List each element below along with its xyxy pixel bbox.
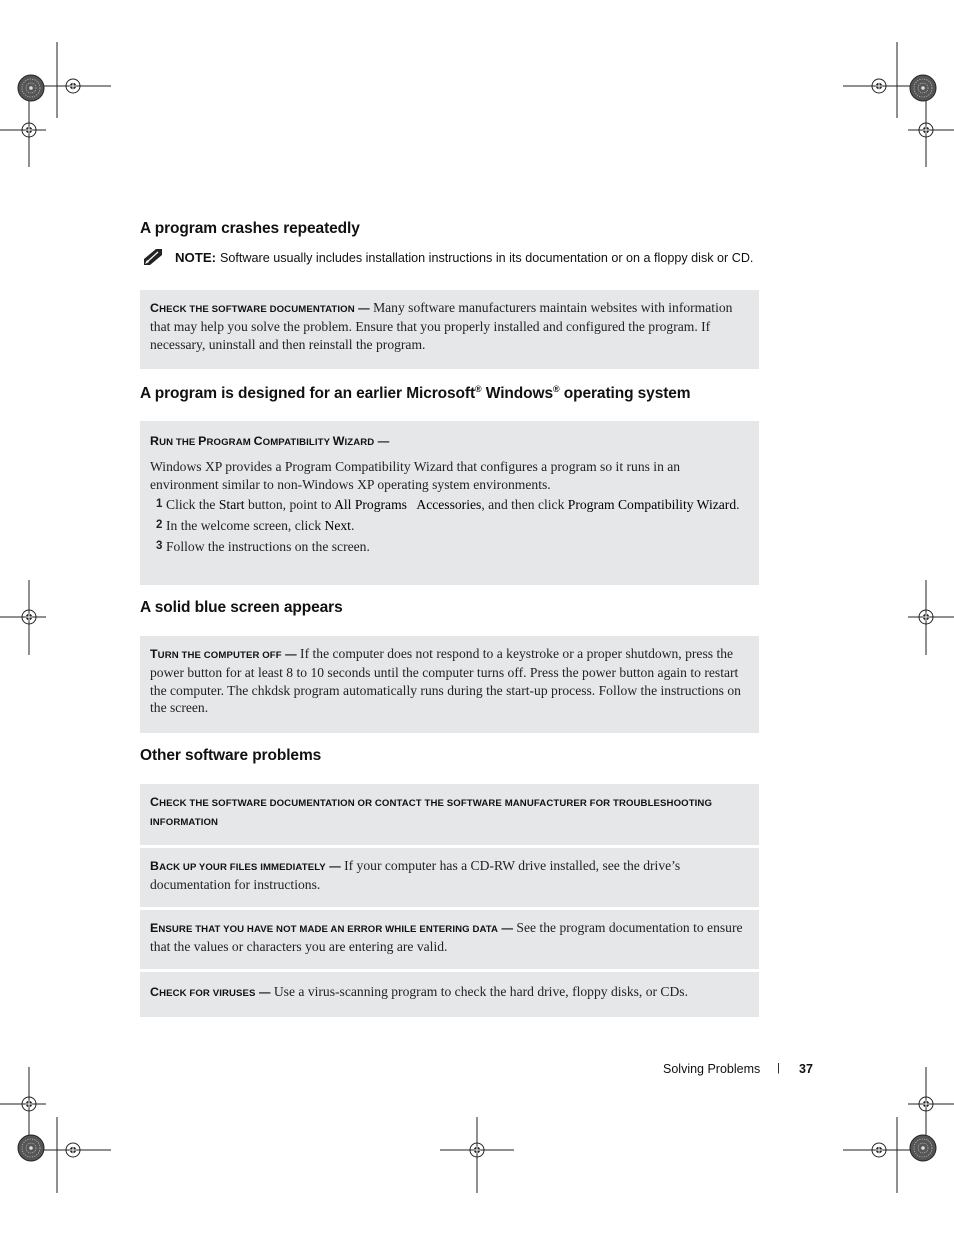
box-dash: — [377,436,390,448]
note [175,250,753,265]
solution-box-viruses [140,972,759,1017]
step-3: 3 Follow the instructions on the screen. [156,539,370,555]
step-2: 2 In the welcome screen, click Next. [156,517,355,533]
solution-box-check-documentation [140,290,759,369]
registration-mark-icon [0,580,46,655]
solution-box-turn-off [140,636,759,733]
footer-section-name: Solving Problems [663,1062,761,1076]
box-title: BACK UP YOUR FILES IMMEDIATELY [150,859,326,873]
box-title: RUN THE PROGRAM COMPATIBILITY WIZARD [150,434,375,448]
box-body: See the program documentation to ensure that the values or characters you are entering are valid. [150,920,743,955]
box-dash: — [501,923,513,935]
page-number: 37 [799,1062,813,1076]
box-title: CHECK FOR VIRUSES [150,985,256,999]
box-body: If your computer has a CD-RW drive installed, see the drive’s documentation for instructions. [150,858,681,893]
solution-box-check-documentation-contact [140,784,759,845]
solution-box-back-up [140,848,759,907]
box-title: CHECK THE SOFTWARE DOCUMENTATION [150,301,355,315]
footer-separator: | [777,1062,780,1074]
box-title: TURN THE COMPUTER OFF [150,647,282,661]
registration-mark-icon [843,1067,954,1193]
solution-box-compatibility-wizard [140,421,759,585]
box-body: Use a virus-scanning program to check the hard drive, floppy disks, or CDs. [273,984,688,999]
box-body: Many software manufacturers maintain websites with information that may help you solve the problem. Ensure that you properly installed and configured the program. If necessary, uninstall and then reinstall the program. [150,300,733,352]
section-heading-crashes: A program crashes repeatedly [140,220,360,237]
registration-mark-icon [843,42,954,167]
note-icon [142,247,164,272]
registration-mark-icon [908,580,954,655]
section-heading-earlier-windows: A program is designed for an earlier Microsoft® Windows® operating system [140,384,691,402]
box-intro: Windows XP provides a Program Compatibility Wizard that configures a program so it runs in an environment similar to non-Windows XP operating system environments. [150,459,681,492]
box-dash: — [258,987,271,999]
section-heading-blue-screen: A solid blue screen appears [140,599,343,616]
box-dash: — [329,861,341,873]
section-heading-other: Other software problems [140,747,322,764]
box-title: CHECK THE SOFTWARE DOCUMENTATION OR CONTACT THE SOFTWARE MANUFACTURER FOR TROUBLESHOOTING INFORMATION [150,795,713,828]
registration-mark-icon [0,1067,111,1193]
box-title: ENSURE THAT YOU HAVE NOT MADE AN ERROR WHILE ENTERING DATA [150,921,499,935]
solution-box-ensure-data [140,910,759,969]
registration-mark-icon [0,42,111,167]
box-dash: — [285,649,297,661]
box-dash: — [358,303,370,315]
registration-mark-icon [440,1117,514,1193]
step-1: 1 Click the Start button, point to All Programs Accessories, and then click Program Compatibility Wizard. [156,497,740,513]
note-label: NOTE: [175,250,217,265]
note-text: Software usually includes installation instructions in its documentation or on a floppy disk or CD. [220,251,754,265]
box-body: If the computer does not respond to a keystroke or a proper shutdown, press the power button for at least 8 to 10 seconds until the computer turns off. Press the power button again to restart the computer. The chkdsk program automatically runs during the start-up process. Follow the instructions on the screen. [150,646,741,716]
